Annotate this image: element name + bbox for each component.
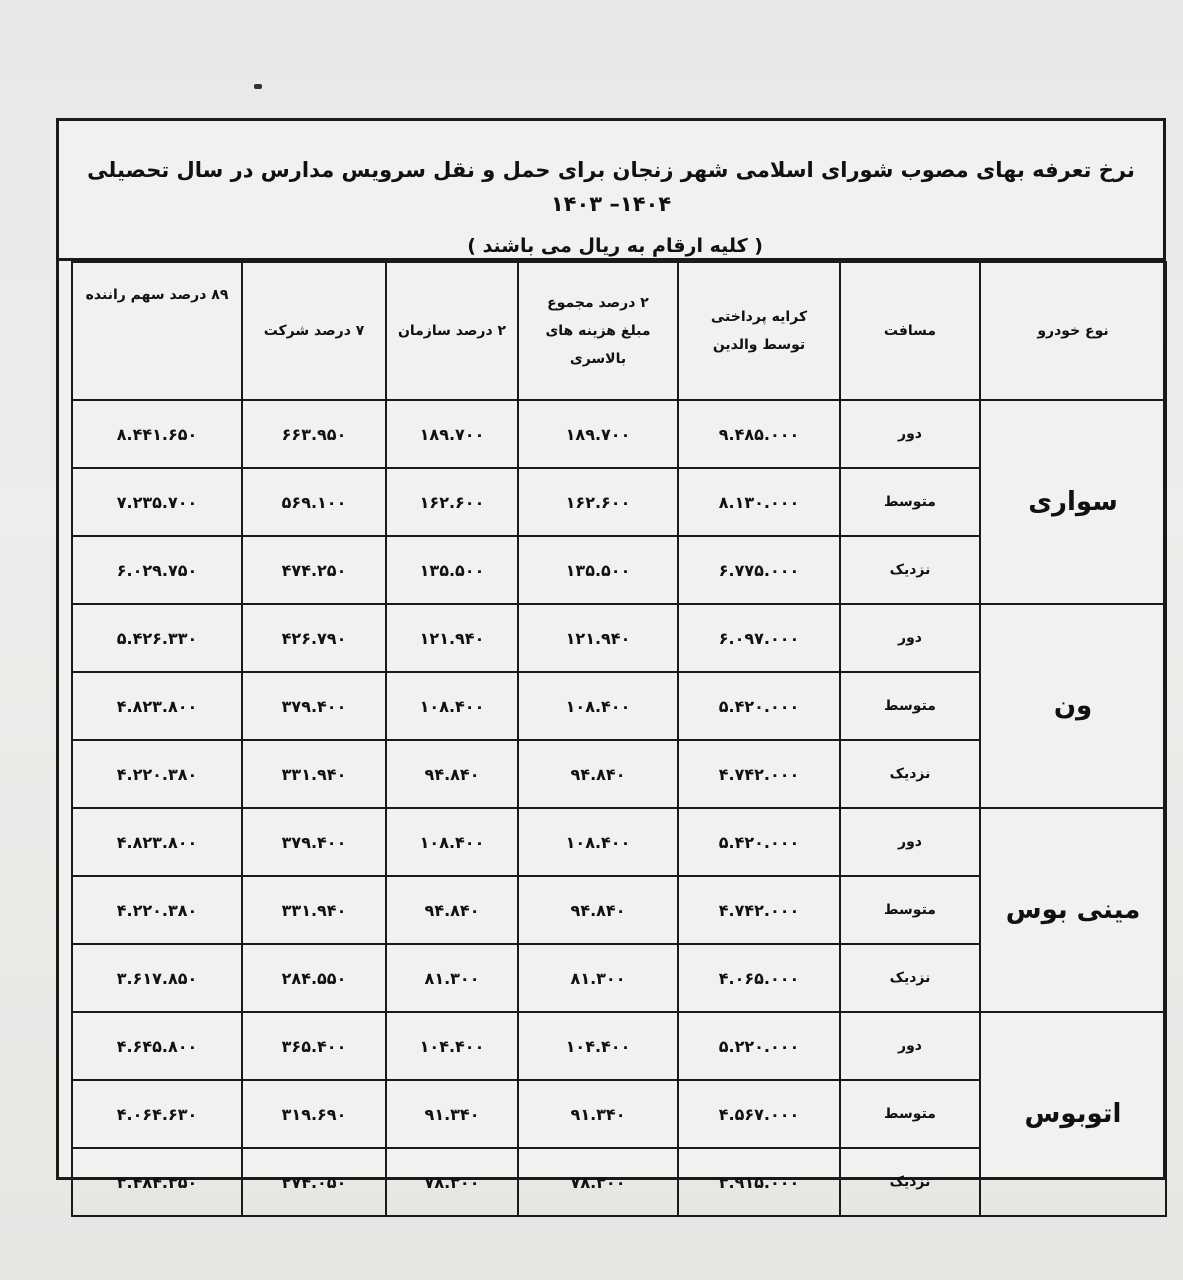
driver-share-cell: ۴.۶۴۵.۸۰۰ — [72, 1012, 242, 1080]
company-cell: ۳۷۹.۴۰۰ — [242, 808, 386, 876]
org-cell: ۹۱.۳۴۰ — [386, 1080, 518, 1148]
driver-share-cell: ۸.۴۴۱.۶۵۰ — [72, 400, 242, 468]
company-cell: ۲۷۴.۰۵۰ — [242, 1148, 386, 1216]
driver-share-cell: ۴.۲۲۰.۳۸۰ — [72, 740, 242, 808]
fare-cell: ۴.۷۴۲.۰۰۰ — [678, 876, 840, 944]
company-cell: ۶۶۳.۹۵۰ — [242, 400, 386, 468]
distance-cell: متوسط — [840, 468, 980, 536]
document-header — [59, 121, 1163, 261]
driver-share-cell: ۵.۴۲۶.۳۳۰ — [72, 604, 242, 672]
driver-share-cell: ۷.۲۳۵.۷۰۰ — [72, 468, 242, 536]
company-cell: ۳۳۱.۹۴۰ — [242, 740, 386, 808]
overhead-cell: ۹۴.۸۴۰ — [518, 740, 678, 808]
org-cell: ۱۳۵.۵۰۰ — [386, 536, 518, 604]
tariff-table — [71, 261, 1167, 1217]
fare-cell: ۵.۲۲۰.۰۰۰ — [678, 1012, 840, 1080]
org-cell: ۹۴.۸۴۰ — [386, 876, 518, 944]
table-row — [72, 808, 1166, 876]
overhead-cell: ۹۴.۸۴۰ — [518, 876, 678, 944]
fare-cell: ۸.۱۳۰.۰۰۰ — [678, 468, 840, 536]
fare-cell: ۶.۰۹۷.۰۰۰ — [678, 604, 840, 672]
company-cell: ۳۳۱.۹۴۰ — [242, 876, 386, 944]
company-cell: ۴۷۴.۲۵۰ — [242, 536, 386, 604]
vehicle-type-cell: ون — [980, 604, 1166, 808]
col-header-vehicle: نوع خودرو — [980, 262, 1166, 400]
driver-share-cell: ۴.۸۲۳.۸۰۰ — [72, 808, 242, 876]
col-header-fare: کرایه پرداختی توسط والدین — [678, 262, 840, 400]
driver-share-cell: ۳.۴۸۴.۳۵۰ — [72, 1148, 242, 1216]
overhead-cell: ۱۰۴.۴۰۰ — [518, 1012, 678, 1080]
fare-cell: ۵.۴۲۰.۰۰۰ — [678, 672, 840, 740]
fare-cell: ۹.۴۸۵.۰۰۰ — [678, 400, 840, 468]
org-cell: ۹۴.۸۴۰ — [386, 740, 518, 808]
org-cell: ۱۰۴.۴۰۰ — [386, 1012, 518, 1080]
driver-share-cell: ۴.۸۲۳.۸۰۰ — [72, 672, 242, 740]
col-header-driver: ۸۹ درصد سهم راننده — [72, 262, 242, 400]
distance-cell: دور — [840, 808, 980, 876]
overhead-cell: ۷۸.۳۰۰ — [518, 1148, 678, 1216]
table-row — [72, 604, 1166, 672]
overhead-cell: ۱۰۸.۴۰۰ — [518, 808, 678, 876]
document-title: نرخ تعرفه بهای مصوب شورای اسلامی شهر زنجان برای حمل و نقل سرویس مدارس در سال تحصیلی ۱۴۰۴– ۱۴۰۳ — [87, 158, 1135, 216]
company-cell: ۳۱۹.۶۹۰ — [242, 1080, 386, 1148]
table-row — [72, 400, 1166, 468]
org-cell: ۱۸۹.۷۰۰ — [386, 400, 518, 468]
table-row — [72, 1012, 1166, 1080]
distance-cell: نزدیک — [840, 944, 980, 1012]
company-cell: ۳۷۹.۴۰۰ — [242, 672, 386, 740]
driver-share-cell: ۶.۰۲۹.۷۵۰ — [72, 536, 242, 604]
document-subtitle: ( کلیه ارقام به ریال می باشند ) — [467, 235, 763, 257]
pen-mark — [254, 84, 262, 89]
distance-cell: نزدیک — [840, 740, 980, 808]
distance-cell: متوسط — [840, 672, 980, 740]
overhead-cell: ۹۱.۳۴۰ — [518, 1080, 678, 1148]
overhead-cell: ۱۶۲.۶۰۰ — [518, 468, 678, 536]
org-cell: ۷۸.۳۰۰ — [386, 1148, 518, 1216]
vehicle-type-cell: سواری — [980, 400, 1166, 604]
vehicle-type-cell: مینی بوس — [980, 808, 1166, 1012]
org-cell: ۱۰۸.۴۰۰ — [386, 672, 518, 740]
table-header-row — [72, 262, 1166, 400]
distance-cell: نزدیک — [840, 536, 980, 604]
overhead-cell: ۸۱.۳۰۰ — [518, 944, 678, 1012]
col-header-overhead: ۲ درصد مجموع مبلغ هزینه های بالاسری — [518, 262, 678, 400]
distance-cell: دور — [840, 604, 980, 672]
fare-cell: ۵.۴۲۰.۰۰۰ — [678, 808, 840, 876]
distance-cell: متوسط — [840, 1080, 980, 1148]
org-cell: ۱۰۸.۴۰۰ — [386, 808, 518, 876]
fare-cell: ۳.۹۱۵.۰۰۰ — [678, 1148, 840, 1216]
overhead-cell: ۱۲۱.۹۴۰ — [518, 604, 678, 672]
org-cell: ۱۲۱.۹۴۰ — [386, 604, 518, 672]
company-cell: ۳۶۵.۴۰۰ — [242, 1012, 386, 1080]
distance-cell: نزدیک — [840, 1148, 980, 1216]
driver-share-cell: ۴.۰۶۴.۶۳۰ — [72, 1080, 242, 1148]
vehicle-type-cell: اتوبوس — [980, 1012, 1166, 1216]
org-cell: ۱۶۲.۶۰۰ — [386, 468, 518, 536]
driver-share-cell: ۳.۶۱۷.۸۵۰ — [72, 944, 242, 1012]
col-header-company: ۷ درصد شرکت — [242, 262, 386, 400]
tariff-sheet — [56, 118, 1166, 1192]
col-header-distance: مسافت — [840, 262, 980, 400]
fare-cell: ۴.۷۴۲.۰۰۰ — [678, 740, 840, 808]
company-cell: ۲۸۴.۵۵۰ — [242, 944, 386, 1012]
driver-share-cell: ۴.۲۲۰.۳۸۰ — [72, 876, 242, 944]
overhead-cell: ۱۸۹.۷۰۰ — [518, 400, 678, 468]
org-cell: ۸۱.۳۰۰ — [386, 944, 518, 1012]
overhead-cell: ۱۰۸.۴۰۰ — [518, 672, 678, 740]
fare-cell: ۴.۰۶۵.۰۰۰ — [678, 944, 840, 1012]
fare-cell: ۶.۷۷۵.۰۰۰ — [678, 536, 840, 604]
col-header-org: ۲ درصد سازمان — [386, 262, 518, 400]
company-cell: ۵۶۹.۱۰۰ — [242, 468, 386, 536]
distance-cell: دور — [840, 1012, 980, 1080]
company-cell: ۴۲۶.۷۹۰ — [242, 604, 386, 672]
distance-cell: متوسط — [840, 876, 980, 944]
distance-cell: دور — [840, 400, 980, 468]
fare-cell: ۴.۵۶۷.۰۰۰ — [678, 1080, 840, 1148]
overhead-cell: ۱۳۵.۵۰۰ — [518, 536, 678, 604]
